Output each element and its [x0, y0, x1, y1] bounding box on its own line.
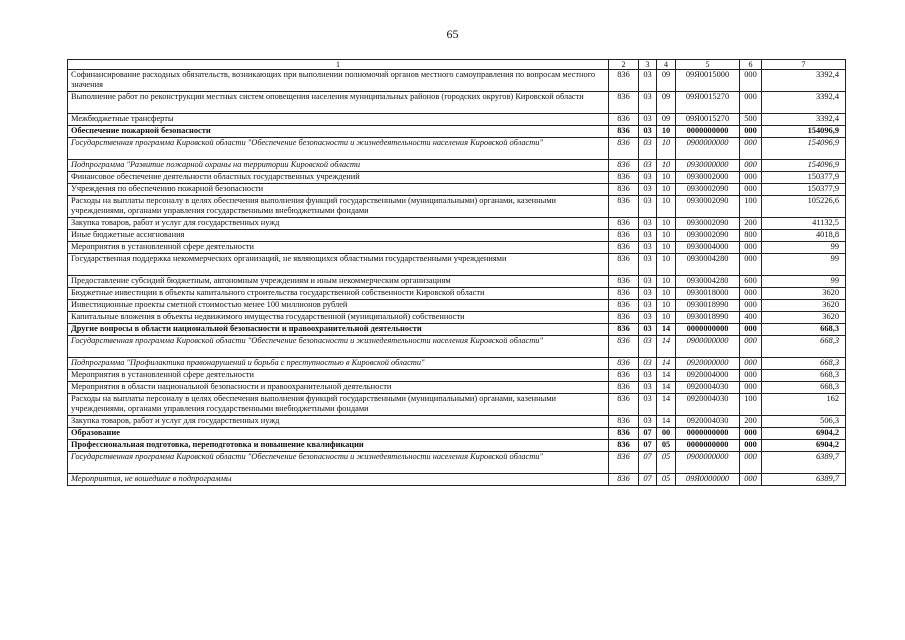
expense-name-cell: Инвестиционные проекты сметной стоимостью менее 100 миллионов рублей: [68, 300, 609, 312]
target-article-cell: 0900000000: [676, 138, 740, 160]
target-article-cell: 09Я0000000: [676, 474, 740, 486]
expense-type-cell: 100: [740, 394, 762, 416]
subsection-code-cell: 10: [657, 288, 676, 300]
target-article-cell: 0000000000: [676, 440, 740, 452]
amount-cell: 99: [762, 254, 846, 276]
table-row: [68, 70, 846, 92]
ministry-code-cell: 836: [609, 184, 639, 196]
subsection-code-cell: 14: [657, 382, 676, 394]
expense-type-cell: 100: [740, 196, 762, 218]
section-code-cell: 03: [639, 160, 657, 172]
expense-type-cell: 000: [740, 184, 762, 196]
amount-cell: 668,3: [762, 382, 846, 394]
table-row: [68, 184, 846, 196]
amount-cell: 668,3: [762, 358, 846, 370]
subsection-code-cell: 10: [657, 230, 676, 242]
subsection-code-cell: 14: [657, 416, 676, 428]
table-row: [68, 394, 846, 416]
amount-cell: 506,3: [762, 416, 846, 428]
table-row: [68, 416, 846, 428]
target-article-cell: 0930002090: [676, 196, 740, 218]
expense-type-cell: 200: [740, 416, 762, 428]
ministry-code-cell: 836: [609, 230, 639, 242]
expense-type-cell: 000: [740, 126, 762, 138]
ministry-code-cell: 836: [609, 416, 639, 428]
expense-name-cell: Другие вопросы в области национальной безопасности и правоохранительной деятельности: [68, 324, 609, 336]
subsection-code-cell: 14: [657, 370, 676, 382]
expense-type-cell: 000: [740, 336, 762, 358]
column-header: 1: [68, 60, 609, 70]
table-row: [68, 370, 846, 382]
target-article-cell: 0920004030: [676, 416, 740, 428]
ministry-code-cell: 836: [609, 394, 639, 416]
subsection-code-cell: 00: [657, 428, 676, 440]
table-row: [68, 230, 846, 242]
ministry-code-cell: 836: [609, 242, 639, 254]
subsection-code-cell: 10: [657, 184, 676, 196]
ministry-code-cell: 836: [609, 138, 639, 160]
amount-cell: 41132,5: [762, 218, 846, 230]
subsection-code-cell: 14: [657, 324, 676, 336]
expense-type-cell: 000: [740, 382, 762, 394]
ministry-code-cell: 836: [609, 218, 639, 230]
ministry-code-cell: 836: [609, 324, 639, 336]
column-header: 2: [609, 60, 639, 70]
subsection-code-cell: 10: [657, 254, 676, 276]
target-article-cell: 0930018990: [676, 300, 740, 312]
amount-cell: 668,3: [762, 324, 846, 336]
expense-type-cell: 000: [740, 370, 762, 382]
column-header: 4: [657, 60, 676, 70]
expense-name-cell: Профессиональная подготовка, переподготовка и повышение квалификации: [68, 440, 609, 452]
ministry-code-cell: 836: [609, 428, 639, 440]
subsection-code-cell: 05: [657, 452, 676, 474]
target-article-cell: 0930002090: [676, 218, 740, 230]
section-code-cell: 03: [639, 218, 657, 230]
table-row: [68, 160, 846, 172]
section-code-cell: 03: [639, 242, 657, 254]
table-row: [68, 172, 846, 184]
section-code-cell: 03: [639, 336, 657, 358]
amount-cell: 668,3: [762, 370, 846, 382]
expense-name-cell: Закупка товаров, работ и услуг для государственных нужд: [68, 416, 609, 428]
expense-name-cell: Межбюджетные трансферты: [68, 114, 609, 126]
expense-name-cell: Государственная программа Кировской области "Обеспечение безопасности и жизнедеятельности населения Кировской области": [68, 452, 609, 474]
table-row: [68, 276, 846, 288]
amount-cell: 4018,8: [762, 230, 846, 242]
expense-name-cell: Учреждения по обеспечению пожарной безопасности: [68, 184, 609, 196]
subsection-code-cell: 10: [657, 172, 676, 184]
expense-name-cell: Мероприятия в установленной сфере деятельности: [68, 242, 609, 254]
ministry-code-cell: 836: [609, 254, 639, 276]
section-code-cell: 03: [639, 126, 657, 138]
section-code-cell: 03: [639, 382, 657, 394]
expense-type-cell: 000: [740, 242, 762, 254]
expense-name-cell: Закупка товаров, работ и услуг для государственных нужд: [68, 218, 609, 230]
amount-cell: 6389,7: [762, 474, 846, 486]
amount-cell: 162: [762, 394, 846, 416]
target-article-cell: 0920004030: [676, 382, 740, 394]
table-row: [68, 382, 846, 394]
section-code-cell: 03: [639, 288, 657, 300]
amount-cell: 3392,4: [762, 92, 846, 114]
section-code-cell: 03: [639, 114, 657, 126]
ministry-code-cell: 836: [609, 160, 639, 172]
expense-name-cell: Государственная поддержка некоммерческих организаций, не являющихся областными государственными учреждениями: [68, 254, 609, 276]
expense-type-cell: 500: [740, 114, 762, 126]
table-row: [68, 114, 846, 126]
amount-cell: 3620: [762, 312, 846, 324]
target-article-cell: 09Я0015000: [676, 70, 740, 92]
table-row: [68, 324, 846, 336]
expense-type-cell: 000: [740, 324, 762, 336]
expense-name-cell: Подпрограмма "Профилактика правонарушений и борьба с преступностью в Кировской области": [68, 358, 609, 370]
expense-name-cell: Государственная программа Кировской области "Обеспечение безопасности и жизнедеятельности населения Кировской области": [68, 138, 609, 160]
expense-type-cell: 400: [740, 312, 762, 324]
subsection-code-cell: 14: [657, 336, 676, 358]
table-row: [68, 288, 846, 300]
expense-name-cell: Финансовое обеспечение деятельности областных государственных учреждений: [68, 172, 609, 184]
subsection-code-cell: 05: [657, 474, 676, 486]
section-code-cell: 03: [639, 358, 657, 370]
section-code-cell: 03: [639, 92, 657, 114]
subsection-code-cell: 10: [657, 160, 676, 172]
section-code-cell: 03: [639, 324, 657, 336]
amount-cell: 6904,2: [762, 440, 846, 452]
subsection-code-cell: 14: [657, 394, 676, 416]
section-code-cell: 03: [639, 416, 657, 428]
amount-cell: 3392,4: [762, 70, 846, 92]
subsection-code-cell: 10: [657, 300, 676, 312]
ministry-code-cell: 836: [609, 336, 639, 358]
ministry-code-cell: 836: [609, 452, 639, 474]
section-code-cell: 07: [639, 428, 657, 440]
column-header: 5: [676, 60, 740, 70]
amount-cell: 3620: [762, 300, 846, 312]
subsection-code-cell: 10: [657, 218, 676, 230]
expense-name-cell: Обеспечение пожарной безопасности: [68, 126, 609, 138]
ministry-code-cell: 836: [609, 196, 639, 218]
subsection-code-cell: 14: [657, 358, 676, 370]
section-code-cell: 03: [639, 312, 657, 324]
table-row: [68, 440, 846, 452]
section-code-cell: 03: [639, 70, 657, 92]
subsection-code-cell: 10: [657, 312, 676, 324]
table-row: [68, 452, 846, 474]
section-code-cell: 03: [639, 276, 657, 288]
table-row: [68, 218, 846, 230]
target-article-cell: 0930002090: [676, 184, 740, 196]
target-article-cell: 0900000000: [676, 452, 740, 474]
target-article-cell: 0930004280: [676, 276, 740, 288]
budget-table: [67, 59, 846, 486]
column-header: 6: [740, 60, 762, 70]
expense-name-cell: Предоставление субсидий бюджетным, автономным учреждениям и иным некоммерческим организациям: [68, 276, 609, 288]
section-code-cell: 03: [639, 300, 657, 312]
target-article-cell: 0920004000: [676, 370, 740, 382]
section-code-cell: 03: [639, 254, 657, 276]
ministry-code-cell: 836: [609, 276, 639, 288]
table-row: [68, 138, 846, 160]
expense-type-cell: 000: [740, 288, 762, 300]
expense-type-cell: 000: [740, 440, 762, 452]
amount-cell: 3620: [762, 288, 846, 300]
section-code-cell: 07: [639, 452, 657, 474]
expense-name-cell: Выполнение работ по реконструкции местных систем оповещения населения муниципальных районов (городских округов) Кировской области: [68, 92, 609, 114]
expense-type-cell: 000: [740, 474, 762, 486]
expense-name-cell: Подпрограмма "Развитие пожарной охраны на территории Кировской области: [68, 160, 609, 172]
target-article-cell: 0000000000: [676, 324, 740, 336]
target-article-cell: 0930018990: [676, 312, 740, 324]
expense-type-cell: 000: [740, 452, 762, 474]
expense-type-cell: 000: [740, 172, 762, 184]
amount-cell: 99: [762, 276, 846, 288]
target-article-cell: 0920000000: [676, 358, 740, 370]
ministry-code-cell: 836: [609, 92, 639, 114]
section-code-cell: 07: [639, 440, 657, 452]
target-article-cell: 09Я0015270: [676, 92, 740, 114]
expense-name-cell: Образование: [68, 428, 609, 440]
amount-cell: 105226,6: [762, 196, 846, 218]
table-row: [68, 126, 846, 138]
section-code-cell: 03: [639, 196, 657, 218]
table-body: [68, 60, 846, 486]
subsection-code-cell: 09: [657, 92, 676, 114]
expense-name-cell: Иные бюджетные ассигнования: [68, 230, 609, 242]
target-article-cell: 09Я0015270: [676, 114, 740, 126]
ministry-code-cell: 836: [609, 382, 639, 394]
subsection-code-cell: 10: [657, 138, 676, 160]
target-article-cell: 0930004280: [676, 254, 740, 276]
table-row: [68, 312, 846, 324]
ministry-code-cell: 836: [609, 114, 639, 126]
subsection-code-cell: 10: [657, 126, 676, 138]
ministry-code-cell: 836: [609, 440, 639, 452]
target-article-cell: 0930002000: [676, 172, 740, 184]
expense-type-cell: 000: [740, 300, 762, 312]
table-row: [68, 428, 846, 440]
subsection-code-cell: 10: [657, 276, 676, 288]
expense-name-cell: Мероприятия в области национальной безопасности и правоохранительной деятельности: [68, 382, 609, 394]
ministry-code-cell: 836: [609, 474, 639, 486]
expense-name-cell: Бюджетные инвестиции в объекты капитального строительства государственной собственности Кировской области: [68, 288, 609, 300]
amount-cell: 150377,9: [762, 184, 846, 196]
target-article-cell: 0930002090: [676, 230, 740, 242]
expense-name-cell: Капитальные вложения в объекты недвижимого имущества государственной (муниципальной) собственности: [68, 312, 609, 324]
table-row: [68, 358, 846, 370]
ministry-code-cell: 836: [609, 126, 639, 138]
expense-type-cell: 800: [740, 230, 762, 242]
section-code-cell: 03: [639, 230, 657, 242]
ministry-code-cell: 836: [609, 288, 639, 300]
target-article-cell: 0000000000: [676, 126, 740, 138]
amount-cell: 99: [762, 242, 846, 254]
subsection-code-cell: 10: [657, 196, 676, 218]
section-code-cell: 03: [639, 394, 657, 416]
expense-type-cell: 000: [740, 160, 762, 172]
ministry-code-cell: 836: [609, 358, 639, 370]
table-row: [68, 92, 846, 114]
amount-cell: 154096,9: [762, 160, 846, 172]
target-article-cell: 0930000000: [676, 160, 740, 172]
table-row: [68, 254, 846, 276]
expense-name-cell: Софинансирование расходных обязательств, возникающих при выполнении полномочий органов местного самоуправления по вопросам местного значения: [68, 70, 609, 92]
expense-type-cell: 000: [740, 428, 762, 440]
expense-name-cell: Расходы на выплаты персоналу в целях обеспечения выполнения функций государственными (муниципальными) органами, казенными учреждениями, органами управления государственными внебюджетными фондами: [68, 394, 609, 416]
expense-name-cell: Расходы на выплаты персоналу в целях обеспечения выполнения функций государственными (муниципальными) органами, казенными учреждениями, органами управления государственными внебюджетными фондами: [68, 196, 609, 218]
expense-type-cell: 000: [740, 254, 762, 276]
column-header: 3: [639, 60, 657, 70]
subsection-code-cell: 09: [657, 70, 676, 92]
subsection-code-cell: 05: [657, 440, 676, 452]
table-row: [68, 474, 846, 486]
target-article-cell: 0000000000: [676, 428, 740, 440]
expense-type-cell: 000: [740, 138, 762, 160]
expense-name-cell: Мероприятия, не вошедшие в подпрограммы: [68, 474, 609, 486]
expense-type-cell: 600: [740, 276, 762, 288]
table-row: [68, 196, 846, 218]
column-header: 7: [762, 60, 846, 70]
table-row: [68, 336, 846, 358]
amount-cell: 6904,2: [762, 428, 846, 440]
page-number: 65: [446, 27, 459, 41]
ministry-code-cell: 836: [609, 172, 639, 184]
subsection-code-cell: 10: [657, 242, 676, 254]
subsection-code-cell: 09: [657, 114, 676, 126]
amount-cell: 3392,4: [762, 114, 846, 126]
section-code-cell: 03: [639, 184, 657, 196]
ministry-code-cell: 836: [609, 312, 639, 324]
expense-name-cell: Государственная программа Кировской области "Обеспечение безопасности и жизнедеятельности населения Кировской области": [68, 336, 609, 358]
target-article-cell: 0930018000: [676, 288, 740, 300]
expense-type-cell: 000: [740, 358, 762, 370]
section-code-cell: 03: [639, 172, 657, 184]
expense-type-cell: 000: [740, 70, 762, 92]
amount-cell: 154096,9: [762, 126, 846, 138]
target-article-cell: 0920004030: [676, 394, 740, 416]
ministry-code-cell: 836: [609, 370, 639, 382]
ministry-code-cell: 836: [609, 300, 639, 312]
amount-cell: 6389,7: [762, 452, 846, 474]
target-article-cell: 0900000000: [676, 336, 740, 358]
expense-type-cell: 200: [740, 218, 762, 230]
table-row: [68, 300, 846, 312]
table-row: [68, 242, 846, 254]
section-code-cell: 03: [639, 138, 657, 160]
ministry-code-cell: 836: [609, 70, 639, 92]
section-code-cell: 03: [639, 370, 657, 382]
amount-cell: 154096,9: [762, 138, 846, 160]
expense-name-cell: Мероприятия в установленной сфере деятельности: [68, 370, 609, 382]
table-header-row: [68, 60, 846, 70]
amount-cell: 668,3: [762, 336, 846, 358]
expense-type-cell: 000: [740, 92, 762, 114]
amount-cell: 150377,9: [762, 172, 846, 184]
section-code-cell: 07: [639, 474, 657, 486]
target-article-cell: 0930004000: [676, 242, 740, 254]
